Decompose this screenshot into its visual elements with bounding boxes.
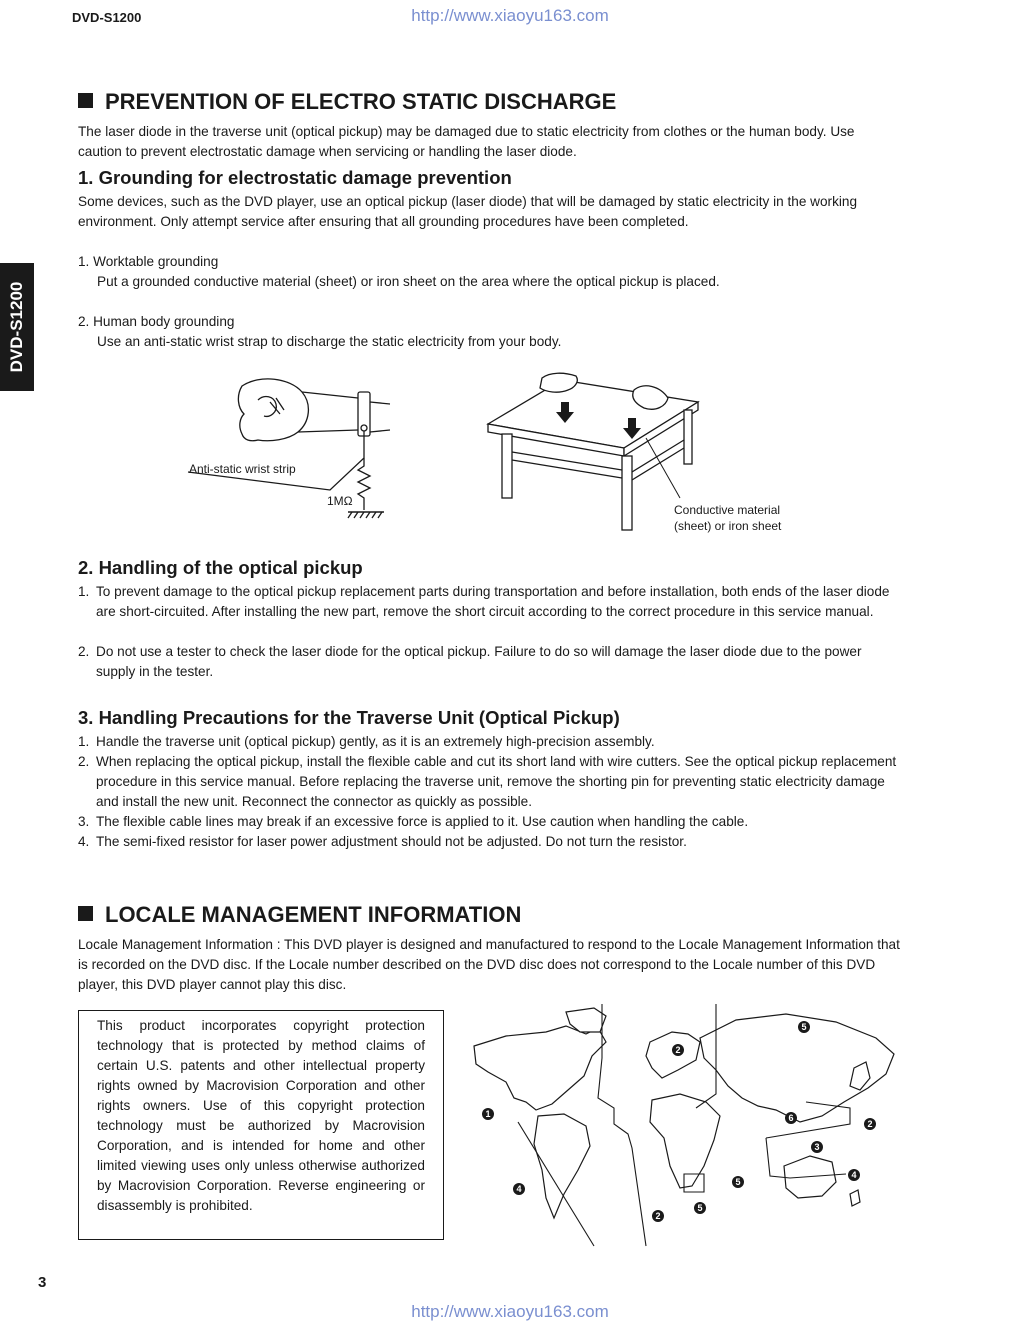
wrist-strap-label: Anti-static wrist strip: [189, 462, 296, 476]
copyright-box: This product incorporates copyright protection technology that is protected by method claims of certain U.S. patents and other intellectual property rights owned by Macrovision Corporation and other rights owners. Use of this copyright protection technology must be authorized by Macrovision Corporation, and is intended for home and other limited viewing uses only unless otherwise authorized by Macrovision Corporation. Reverse engineering or disassembly is prohibited.: [78, 1010, 444, 1240]
grounding-title: 1. Grounding for electrostatic damage prevention: [78, 167, 512, 188]
region-4-icon: [848, 1169, 860, 1181]
region-5-icon: [732, 1176, 744, 1188]
wrist-strap-figure: [180, 370, 410, 530]
esd-intro: The laser diode in the traverse unit (optical pickup) may be damaged due to static electricity from clothes or the human body. Use caution to prevent electrostatic damage when servicing or handling the laser diode.: [78, 124, 855, 159]
wrist-band-icon: [358, 392, 370, 436]
conductive-label-1: Conductive material: [674, 503, 781, 517]
section-locale-title: LOCALE MANAGEMENT INFORMATION: [78, 902, 521, 928]
svg-text:1: 1: [485, 1109, 491, 1119]
svg-text:2: 2: [675, 1045, 681, 1055]
region-5-icon: [798, 1021, 810, 1033]
hand-icon: [238, 379, 308, 441]
svg-text:4: 4: [851, 1170, 857, 1180]
region-map: [466, 998, 902, 1248]
region-4-icon: [513, 1183, 525, 1195]
page-number: 3: [38, 1274, 47, 1291]
region-6-icon: [785, 1112, 797, 1124]
list-item: 4. The semi-fixed resistor for laser power adjustment should not be adjusted. Do not turn the resistor.: [78, 834, 687, 849]
resistor-icon: [358, 458, 370, 510]
list-item: 1. Handle the traverse unit (optical pickup) gently, as it is an extremely high-precision assembly.: [78, 734, 655, 749]
step-detail: Use an anti-static wrist strap to discharge the static electricity from your body.: [97, 334, 562, 349]
step-body: [78, 312, 561, 352]
header-url[interactable]: http://www.xiaoyu163.com: [411, 6, 609, 25]
svg-text:4: 4: [516, 1184, 522, 1194]
region-2-icon: [672, 1044, 684, 1056]
header-model: DVD-S1200: [72, 10, 142, 25]
conductive-label-2: (sheet) or iron sheet: [674, 519, 782, 533]
svg-text:5: 5: [801, 1022, 807, 1032]
side-tab: [0, 263, 34, 391]
region-1-icon: [482, 1108, 494, 1120]
svg-text:6: 6: [788, 1113, 794, 1123]
region-3-icon: [811, 1141, 823, 1153]
worktable-figure: [484, 368, 704, 534]
svg-text:5: 5: [735, 1177, 741, 1187]
svg-text:5: 5: [697, 1203, 703, 1213]
region-2-icon: [864, 1118, 876, 1130]
region-5-icon: [694, 1202, 706, 1214]
section-esd-title: PREVENTION OF ELECTRO STATIC DISCHARGE: [78, 89, 616, 115]
resistor-label: 1MΩ: [327, 494, 353, 508]
square-bullet-icon: [78, 93, 93, 108]
south-america: [534, 1114, 590, 1218]
list-item: 2. Do not use a tester to check the laser diode for the optical pickup. Failure to do so will damage the laser diode due to the power supply in the tester.: [78, 644, 862, 679]
step-label: 1. Worktable grounding: [78, 254, 219, 269]
traverse-unit-title: 3. Handling Precautions for the Traverse Unit (Optical Pickup): [78, 707, 620, 728]
svg-text:2: 2: [867, 1119, 873, 1129]
list-item: 3. The flexible cable lines may break if an excessive force is applied to it. Use caution when handling the cable.: [78, 814, 749, 829]
europe: [646, 1032, 700, 1078]
step-worktable: [78, 252, 720, 292]
footer-url[interactable]: http://www.xiaoyu163.com: [411, 1302, 609, 1321]
side-tab-label: DVD-S1200: [7, 281, 26, 373]
square-bullet-icon: [78, 906, 93, 921]
region-2-icon: [652, 1210, 664, 1222]
svg-text:2: 2: [655, 1211, 661, 1221]
optical-pickup-title: 2. Handling of the optical pickup: [78, 557, 363, 578]
list-item: 2. When replacing the optical pickup, install the flexible cable and cut its short land with wire cutters. See the optical pickup replacement procedure in this service manual. Before replacing the traverse unit, remove the shorting pin for preventing static electricity damage and install the new unit. Reconnect the connector as quickly as possible.: [78, 754, 897, 809]
grounding-text: Some devices, such as the DVD player, use an optical pickup (laser diode) that will be damaged by static electricity in the working environment. Only attempt service after ensuring that all grounding procedures have been completed.: [78, 194, 858, 229]
north-america: [474, 1026, 606, 1110]
locale-intro: Locale Management Information : This DVD player is designed and manufactured to respond to the Locale Management Information that is recorded on the DVD disc. If the Locale number described on the DVD disc does not correspond to the Locale number of this DVD player, this DVD player cannot play this disc.: [78, 937, 900, 992]
step-label: 2. Human body grounding: [78, 314, 235, 329]
svg-text:3: 3: [814, 1142, 820, 1152]
list-item: 1. To prevent damage to the optical pickup replacement parts during transportation and before installation, both ends of the laser diode are short-circuited. After installing the new part, remove the short circuit according to the correct procedure in this service manual.: [78, 584, 890, 619]
step-detail: Put a grounded conductive material (sheet) or iron sheet on the area where the optical pickup is placed.: [97, 274, 720, 289]
